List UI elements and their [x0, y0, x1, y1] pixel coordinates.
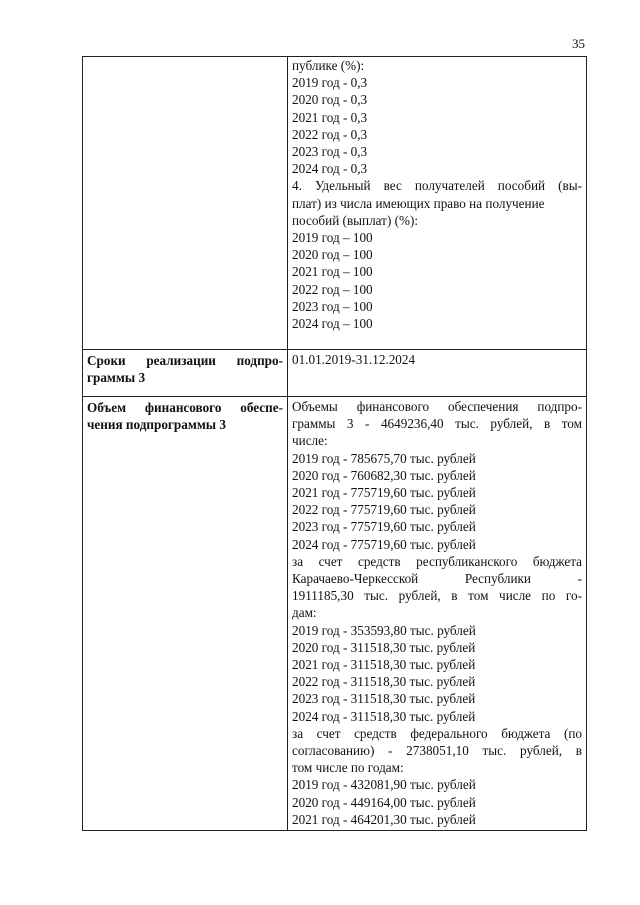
text-line: 2021 год - 0,3 — [292, 109, 368, 125]
text-line: том числе по годам: — [292, 760, 404, 776]
text-line: 2019 год - 353593,80 тыс. рублей — [292, 622, 476, 638]
implementation-period-label: Сроки реализации подпро-граммы 3 — [87, 353, 283, 385]
text-line: числе: — [292, 433, 328, 449]
text-line: 2021 год – 100 — [292, 264, 373, 280]
text-line: 2020 год - 760682,30 тыс. рублей — [292, 467, 476, 483]
text-line: 1911185,30 тыс. рублей, в том числе по го- — [292, 588, 582, 604]
table-row-indicators — [83, 57, 587, 350]
text-line: 2019 год - 785675,70 тыс. рублей — [292, 450, 476, 466]
text-line: 2022 год - 311518,30 тыс. рублей — [292, 674, 476, 690]
text-line: плат) из числа имеющих право на получение — [292, 195, 545, 211]
row-label-cell — [83, 350, 288, 397]
text-line: 4. Удельный вес получателей пособий (вы- — [292, 178, 582, 194]
text-line: 2023 год - 0,3 — [292, 144, 368, 160]
text-line: 2022 год - 0,3 — [292, 126, 368, 142]
text-line: за счет средств республиканского бюджета — [292, 553, 582, 569]
text-line: 2020 год - 449164,00 тыс. рублей — [292, 794, 476, 810]
row-label — [83, 57, 287, 59]
table-row-funding-volume — [83, 397, 587, 831]
text-line: 2024 год - 775719,60 тыс. рублей — [292, 536, 476, 552]
text-line: пособий (выплат) (%): — [292, 212, 419, 228]
text-line: 2023 год - 311518,30 тыс. рублей — [292, 691, 476, 707]
text-line: публике (%): — [292, 58, 365, 73]
text-line: 2020 год - 0,3 — [292, 92, 368, 108]
text-line: 2020 год - 311518,30 тыс. рублей — [292, 639, 476, 655]
text-line: 2024 год - 0,3 — [292, 161, 368, 177]
text-line: 2022 год – 100 — [292, 281, 373, 297]
text-line: граммы 3 - 4649236,40 тыс. рублей, в том — [292, 416, 582, 432]
text-line: за счет средств федерального бюджета (по — [292, 725, 582, 741]
text-line: 2021 год - 311518,30 тыс. рублей — [292, 657, 476, 673]
text-line: 2021 год - 464201,30 тыс. рублей — [292, 811, 476, 827]
text-line: 2024 год – 100 — [292, 316, 373, 332]
text-line: 2022 год - 775719,60 тыс. рублей — [292, 502, 476, 518]
funding-volume-text — [288, 397, 586, 830]
implementation-period-cell — [288, 350, 587, 397]
indicators-cell — [288, 57, 587, 350]
text-line: Объемы финансового обеспечения подпро- — [292, 399, 582, 414]
text-line: 2019 год - 0,3 — [292, 75, 368, 91]
row-label-cell — [83, 397, 288, 831]
text-line: согласованию) - 2738051,10 тыс. рублей, в — [292, 743, 582, 759]
text-line: 2021 год - 775719,60 тыс. рублей — [292, 485, 476, 501]
text-line: Карачаево-Черкесской Республики - — [292, 571, 582, 587]
text-line: 2019 год - 432081,90 тыс. рублей — [292, 777, 476, 793]
text-line: 2020 год – 100 — [292, 247, 373, 263]
funding-volume-cell — [288, 397, 587, 831]
indicators-text — [288, 57, 586, 332]
page-number: 35 — [572, 36, 585, 51]
text-line: дам: — [292, 605, 317, 621]
funding-volume-label: Объем финансового обеспе-чения подпрограммы 3 — [87, 400, 283, 432]
subprogram-passport-table — [82, 56, 587, 831]
text-line: 2024 год - 311518,30 тыс. рублей — [292, 708, 476, 724]
table-row-implementation-period — [83, 350, 587, 397]
text-line: 2023 год – 100 — [292, 298, 373, 314]
implementation-period-value: 01.01.2019-31.12.2024 — [292, 352, 416, 367]
text-line: 2023 год - 775719,60 тыс. рублей — [292, 519, 476, 535]
row-label-cell — [83, 57, 288, 350]
text-line: 2019 год – 100 — [292, 230, 373, 246]
